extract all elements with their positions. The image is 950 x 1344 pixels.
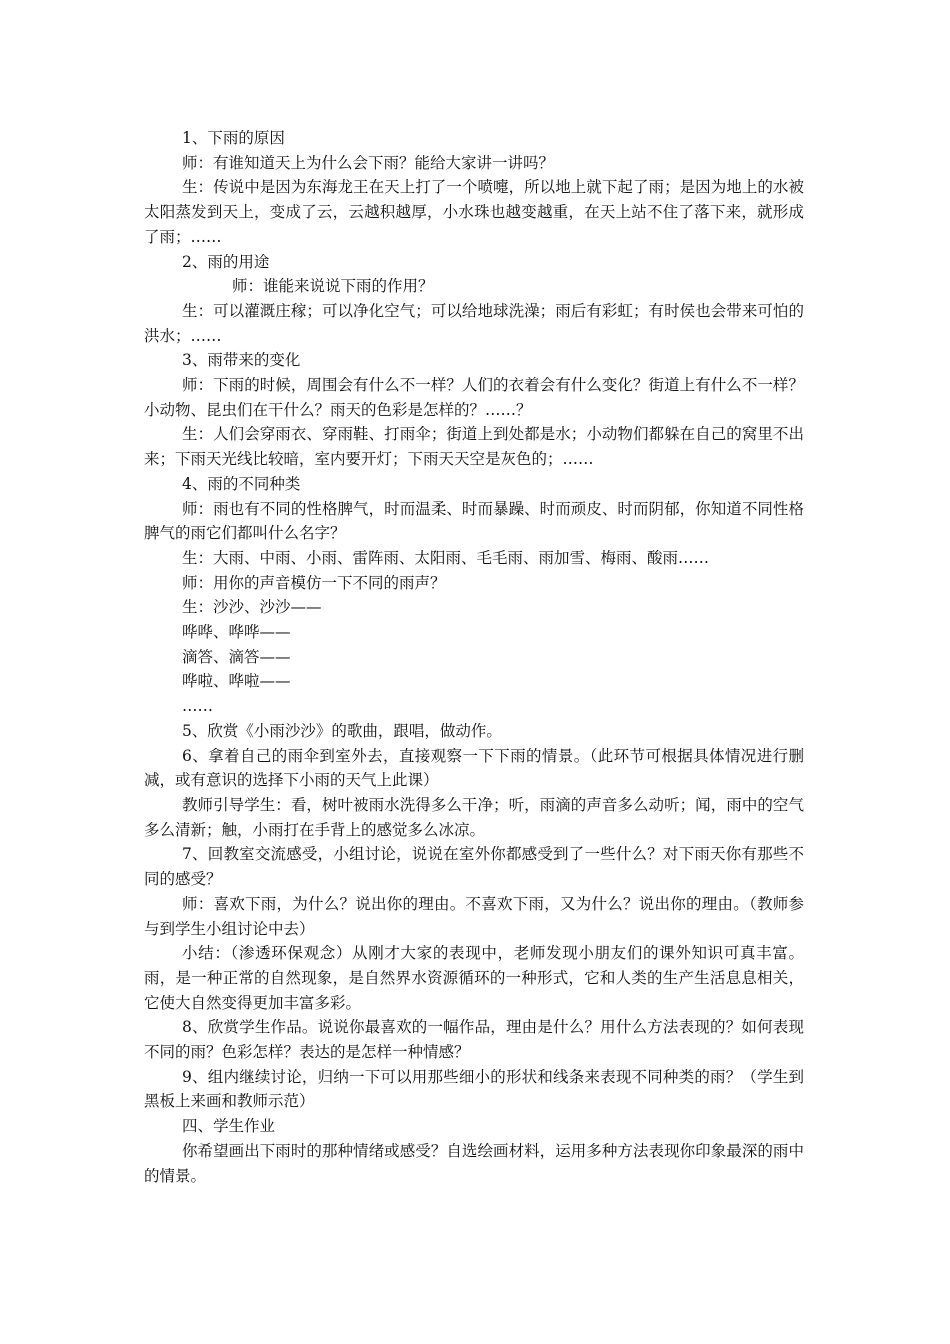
paragraph-12: 生：大雨、中雨、小雨、雷阵雨、太阳雨、毛毛雨、雨加雪、梅雨、酸雨…… [182, 548, 710, 567]
paragraph-20: 6、拿着自己的雨伞到室外去，直接观察一下下雨的情景。（此环节可根据具体情况进行删减，或有意识的选择下小雨的天气上此课） [144, 746, 804, 790]
paragraph-26: 9、组内继续讨论，归纳一下可以用那些细小的形状和线条来表现不同种类的雨？（学生到黑板上来画和教师示范） [144, 1067, 804, 1111]
paragraph-14: 生：沙沙、沙沙—— [182, 598, 322, 617]
paragraph-24: 小结：（渗透环保观念）从刚才大家的表现中，老师发现小朋友们的课外知识可真丰富。雨，是一种正常的自然现象，是自然界水资源循环的一种形式，它和人类的生产生活息息相关，它使大自然变得更加丰富多彩。 [144, 944, 804, 1012]
paragraph-2: 师：有谁知道天上为什么会下雨？能给大家讲一讲吗？ [182, 153, 555, 172]
paragraph-28: 你希望画出下雨时的那种情绪或感受？自选绘画材料，运用多种方法表现你印象最深的雨中的情景。 [144, 1141, 804, 1185]
paragraph-25: 8、欣赏学生作品。说说你最喜欢的一幅作品，理由是什么？用什么方法表现的？如何表现不同的雨？色彩怎样？表达的是怎样一种情感？ [144, 1018, 804, 1062]
paragraph-18: …… [182, 697, 213, 716]
paragraph-23: 师：喜欢下雨，为什么？说出你的理由。不喜欢下雨，又为什么？说出你的理由。（教师参与到学生小组讨论中去） [144, 894, 804, 938]
paragraph-11: 师：雨也有不同的性格脾气，时而温柔、时而暴躁、时而顽皮、时而阴郁，你知道不同性格脾气的雨它们都叫什么名字？ [144, 499, 804, 543]
paragraph-6: 生：可以灌溉庄稼；可以净化空气；可以给地球洗澡；雨后有彩虹；有时侯也会带来可怕的洪水；…… [144, 301, 804, 345]
paragraph-3: 生：传说中是因为东海龙王在天上打了一个喷嚏，所以地上就下起了雨；是因为地上的水被太阳蒸发到天上，变成了云，云越积越厚，小水珠也越变越重，在天上站不住了落下来，就形成了雨；…… [144, 178, 804, 246]
paragraph-10: 4、雨的不同种类 [182, 474, 301, 493]
paragraph-15: 哗哗、哗哗—— [182, 623, 291, 642]
paragraph-19: 5、欣赏《小雨沙沙》的歌曲，跟唱，做动作。 [182, 721, 502, 740]
paragraph-7: 3、雨带来的变化 [182, 351, 301, 370]
paragraph-16: 滴答、滴答—— [182, 647, 291, 666]
paragraph-22: 7、回教室交流感受，小组讨论，说说在室外你都感受到了一些什么？对下雨天你有那些不同的感受？ [144, 845, 804, 889]
paragraph-8: 师：下雨的时候，周围会有什么不一样？人们的衣着会有什么变化？街道上有什么不一样？小动物、昆虫们在干什么？雨天的色彩是怎样的？……？ [144, 376, 804, 419]
paragraph-5: 师：谁能来说说下雨的作用？ [232, 277, 434, 296]
paragraph-17: 哗啦、哗啦—— [182, 672, 291, 691]
paragraph-4: 2、雨的用途 [182, 252, 270, 271]
paragraph-9: 生：人们会穿雨衣、穿雨鞋、打雨伞；街道上到处都是水；小动物们都躲在自己的窝里不出来；下雨天光线比较暗，室内要开灯；下雨天天空是灰色的；…… [144, 425, 804, 469]
paragraph-1: 1、下雨的原因 [182, 129, 285, 147]
paragraph-21: 教师引导学生：看，树叶被雨水洗得多么干净；听，雨滴的声音多么动听；闻，雨中的空气多么清新；触，小雨打在手背上的感觉多么冰凉。 [144, 795, 804, 839]
paragraph-27: 四、学生作业 [182, 1117, 276, 1136]
document-body [144, 126, 804, 1188]
paragraph-13: 师：用你的声音模仿一下不同的雨声？ [182, 573, 446, 592]
